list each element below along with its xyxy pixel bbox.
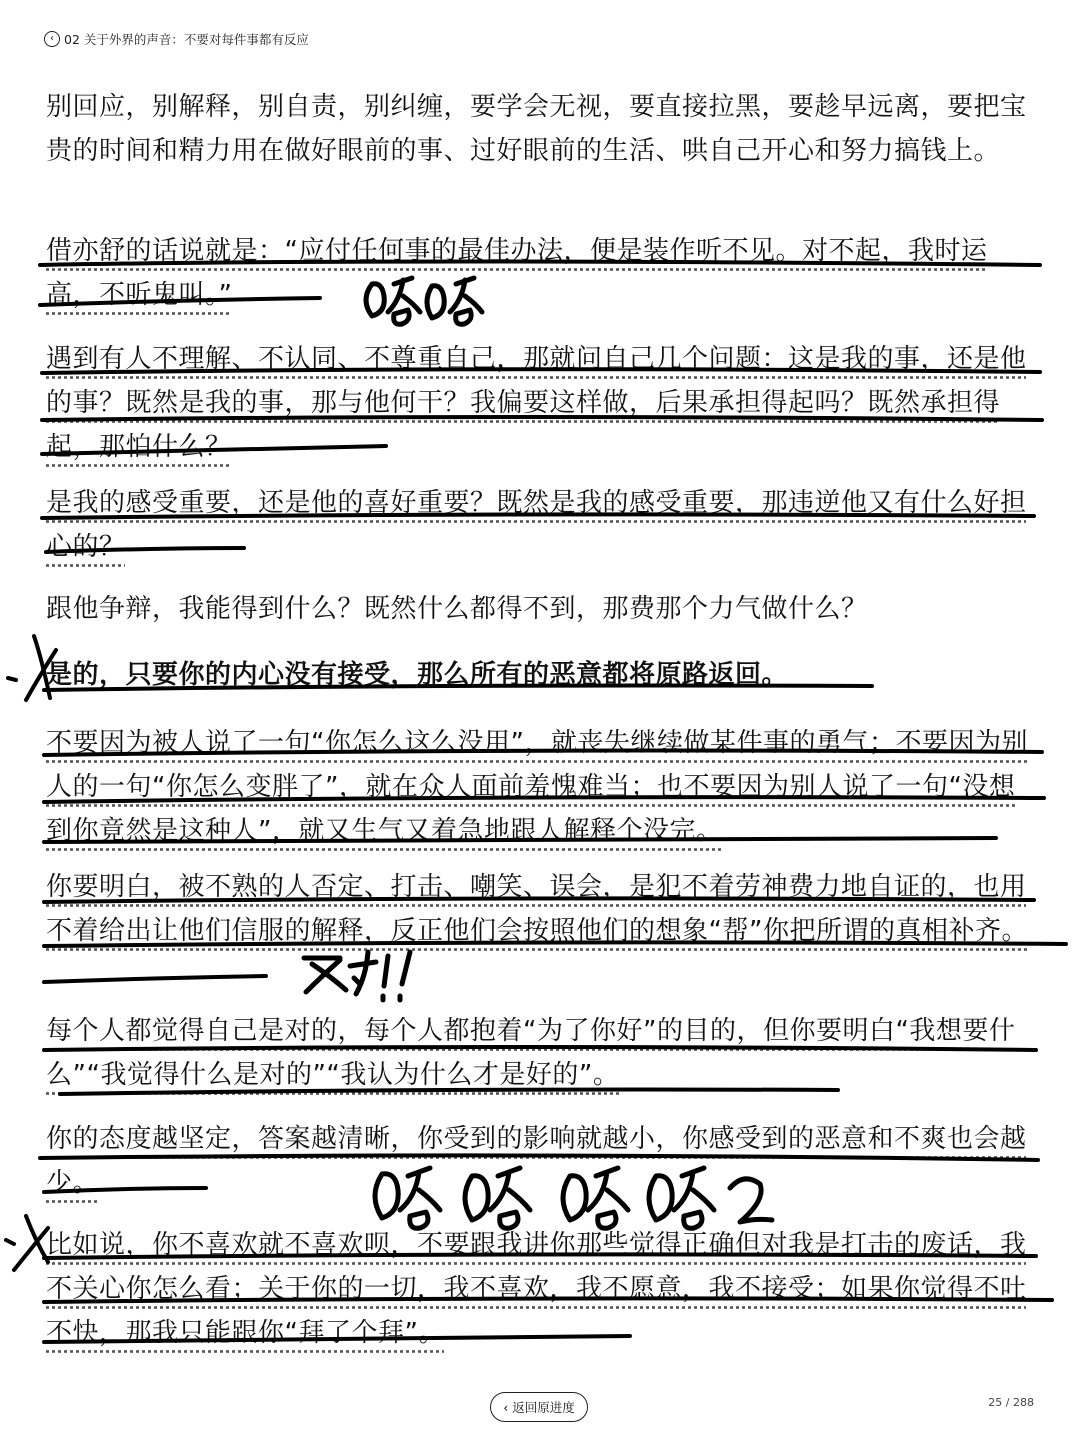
paragraph-3: 遇到有人不理解、不认同、不尊重自己，那就问自己几个问题：这是我的事，还是他的事？既然是我的事，那与他何干？我偏要这样做，后果承担得起吗？既然承担得起，那怕什么？	[46, 344, 1027, 462]
chevron-left-circle-icon[interactable]: ‹	[44, 31, 60, 47]
page-indicator: 25 / 288	[988, 1396, 1034, 1409]
chapter-header[interactable]	[44, 28, 309, 50]
chapter-title: 02 关于外界的声音：不要对每件事都有反应	[64, 32, 309, 47]
paragraph-4: 是我的感受重要，还是他的喜好重要？既然是我的感受重要，那违逆他又有什么好担心的？	[46, 488, 1027, 562]
chevron-left-icon: ‹	[503, 1399, 509, 1415]
ink-cross-mark	[26, 1216, 48, 1262]
paragraph-1: 别回应，别解释，别自责，别纠缠，要学会无视，要直接拉黑，要趁早远离，要把宝贵的时间和精力用在做好眼前的事、过好眼前的生活、哄自己开心和努力搞钱上。	[46, 92, 1027, 166]
paragraph-11: 比如说，你不喜欢就不喜欢呗，不要跟我讲你那些觉得正确但对我是打击的废话，我不关心你怎么看；关于你的一切，我不喜欢，我不愿意，我不接受；如果你觉得不吐不快，那我只能跟你“拜了个拜”。	[46, 1230, 1027, 1348]
paragraph-8: 你要明白，被不熟的人否定、打击、嘲笑、误会，是犯不着劳神费力地自证的，也用不着给出让他们信服的解释，反正他们会按照他们的想象“帮”你把所谓的真相补齐。	[46, 872, 1028, 946]
ink-cross-mark	[14, 1228, 48, 1270]
paragraph-2: 借亦舒的话说就是：“应付任何事的最佳办法，便是装作听不见。对不起，我时运高，不听鬼叫。”	[46, 236, 988, 310]
handwritten-note-2	[304, 952, 410, 1000]
paragraph-5: 跟他争辩，我能得到什么？既然什么都得不到，那费那个力气做什么？	[46, 594, 868, 624]
return-to-progress-button[interactable]	[490, 1392, 588, 1422]
paragraph-10: 你的态度越坚定，答案越清晰，你受到的影响就越小，你感受到的恶意和不爽也会越少。	[46, 1124, 1027, 1198]
ink-cross-mark	[6, 1240, 14, 1244]
paragraph-9: 每个人都觉得自己是对的，每个人都抱着“为了你好”的目的，但你要明白“我想要什么”“我觉得什么是对的”“我认为什么才是好的”。	[46, 1016, 1016, 1090]
paragraph-7: 不要因为被人说了一句“你怎么这么没用”，就丧失继续做某件事的勇气；不要因为别人的一句“你怎么变胖了”，就在众人面前羞愧难当；也不要因为别人说了一句“没想到你竟然是这种人”，就又生气又着急地跟人解释个没完。	[46, 728, 1028, 846]
ink-cross-mark	[8, 678, 16, 680]
return-label: 返回原进度	[512, 1400, 575, 1415]
paragraph-6: 是的，只要你的内心没有接受，那么所有的恶意都将原路返回。	[46, 660, 789, 690]
ink-underline	[44, 976, 266, 982]
